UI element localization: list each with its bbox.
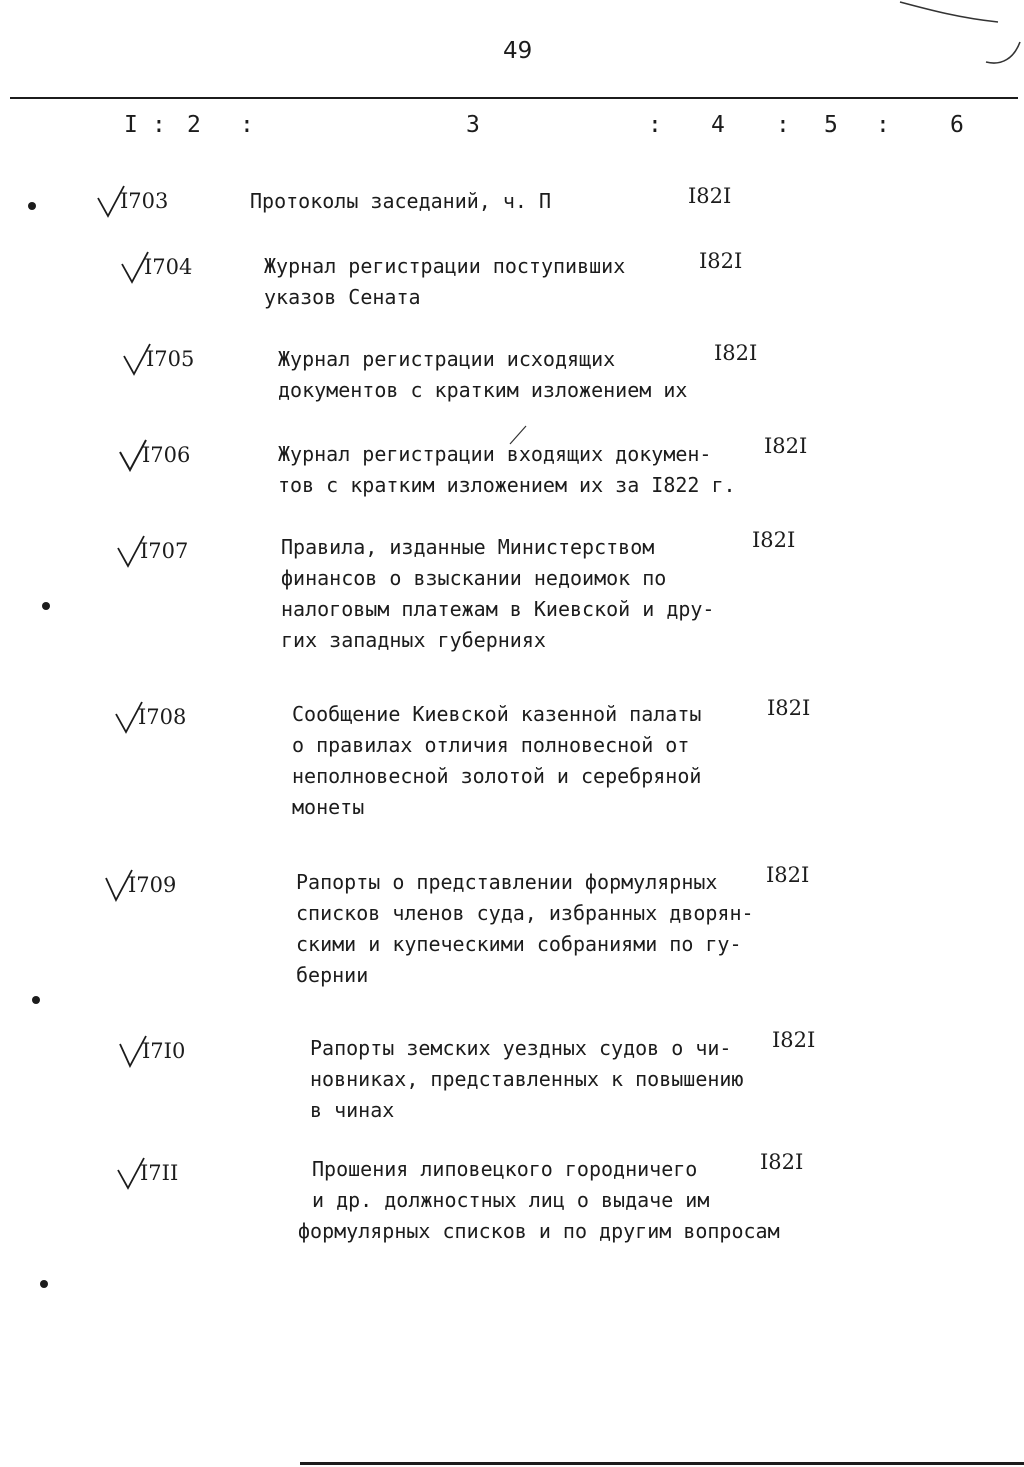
entry-number: I707 <box>116 534 188 568</box>
column-separator: : <box>648 112 662 138</box>
column-separator: : <box>240 112 254 138</box>
entry-year: I82I <box>767 696 811 720</box>
entry-number: I704 <box>120 250 192 284</box>
entry-year: I82I <box>760 1150 804 1174</box>
margin-mark <box>32 996 40 1004</box>
entry-number: I706 <box>118 438 190 472</box>
entry-title: Рапорты земских уездных судов о чи- новниках, представленных к повышению в чинах <box>310 1036 744 1122</box>
entry-year: I82I <box>714 341 758 365</box>
entry-number: I703 <box>96 184 168 218</box>
margin-mark <box>42 602 50 610</box>
entry-year: I82I <box>699 249 743 273</box>
margin-mark <box>28 202 36 210</box>
entry-title: Прошения липовецкого городничего и др. должностных лиц о выдаче им формулярных списков и по другим вопросам <box>298 1157 780 1243</box>
entry-number: I709 <box>104 868 176 902</box>
column-header-4: 4 <box>711 112 725 138</box>
pencil-stroke-top <box>890 0 1024 75</box>
column-separator: : <box>152 112 166 138</box>
entry-title: Журнал регистрации исходящих документов с кратким изложением их <box>278 347 688 402</box>
entry-number: I708 <box>114 700 186 734</box>
entry-title: Журнал регистрации входящих докумен- тов с кратким изложением их за I822 г. <box>278 442 736 497</box>
entry-number: I7I0 <box>118 1034 185 1068</box>
entry-title: Сообщение Киевской казенной палаты о правилах отличия полновесной от неполновесной золотой и серебряной монеты <box>292 702 702 819</box>
column-header-6: 6 <box>950 112 964 138</box>
entry-title: Журнал регистрации поступивших указов Сената <box>264 254 626 309</box>
entry-title: Рапорты о представлении формулярных списков членов суда, избранных дворян- скими и купеческими собраниями по гу- бернии <box>296 870 754 987</box>
margin-mark <box>40 1280 48 1288</box>
entry-year: I82I <box>764 434 808 458</box>
column-separator: : <box>776 112 790 138</box>
column-header-1: I <box>124 112 138 138</box>
entry-number: I7II <box>116 1156 178 1190</box>
entry-year: I82I <box>688 184 732 208</box>
pencil-tick <box>508 424 528 446</box>
page-number: 49 <box>503 38 533 64</box>
entry-title: Протоколы заседаний, ч. П <box>250 189 552 213</box>
entry-year: I82I <box>772 1028 816 1052</box>
column-header-2: 2 <box>187 112 201 138</box>
entry-year: I82I <box>752 528 796 552</box>
column-separator: : <box>876 112 890 138</box>
entry-year: I82I <box>766 863 810 887</box>
footer-rule <box>300 1462 1024 1465</box>
header-rule <box>10 97 1018 99</box>
entry-title: Правила, изданные Министерством финансов о взыскании недоимок по налоговым платежам в Киевской и дру- гих западных губерниях <box>281 535 715 652</box>
entry-number: I705 <box>122 342 194 376</box>
column-header-3: 3 <box>466 112 480 138</box>
column-header-5: 5 <box>824 112 838 138</box>
